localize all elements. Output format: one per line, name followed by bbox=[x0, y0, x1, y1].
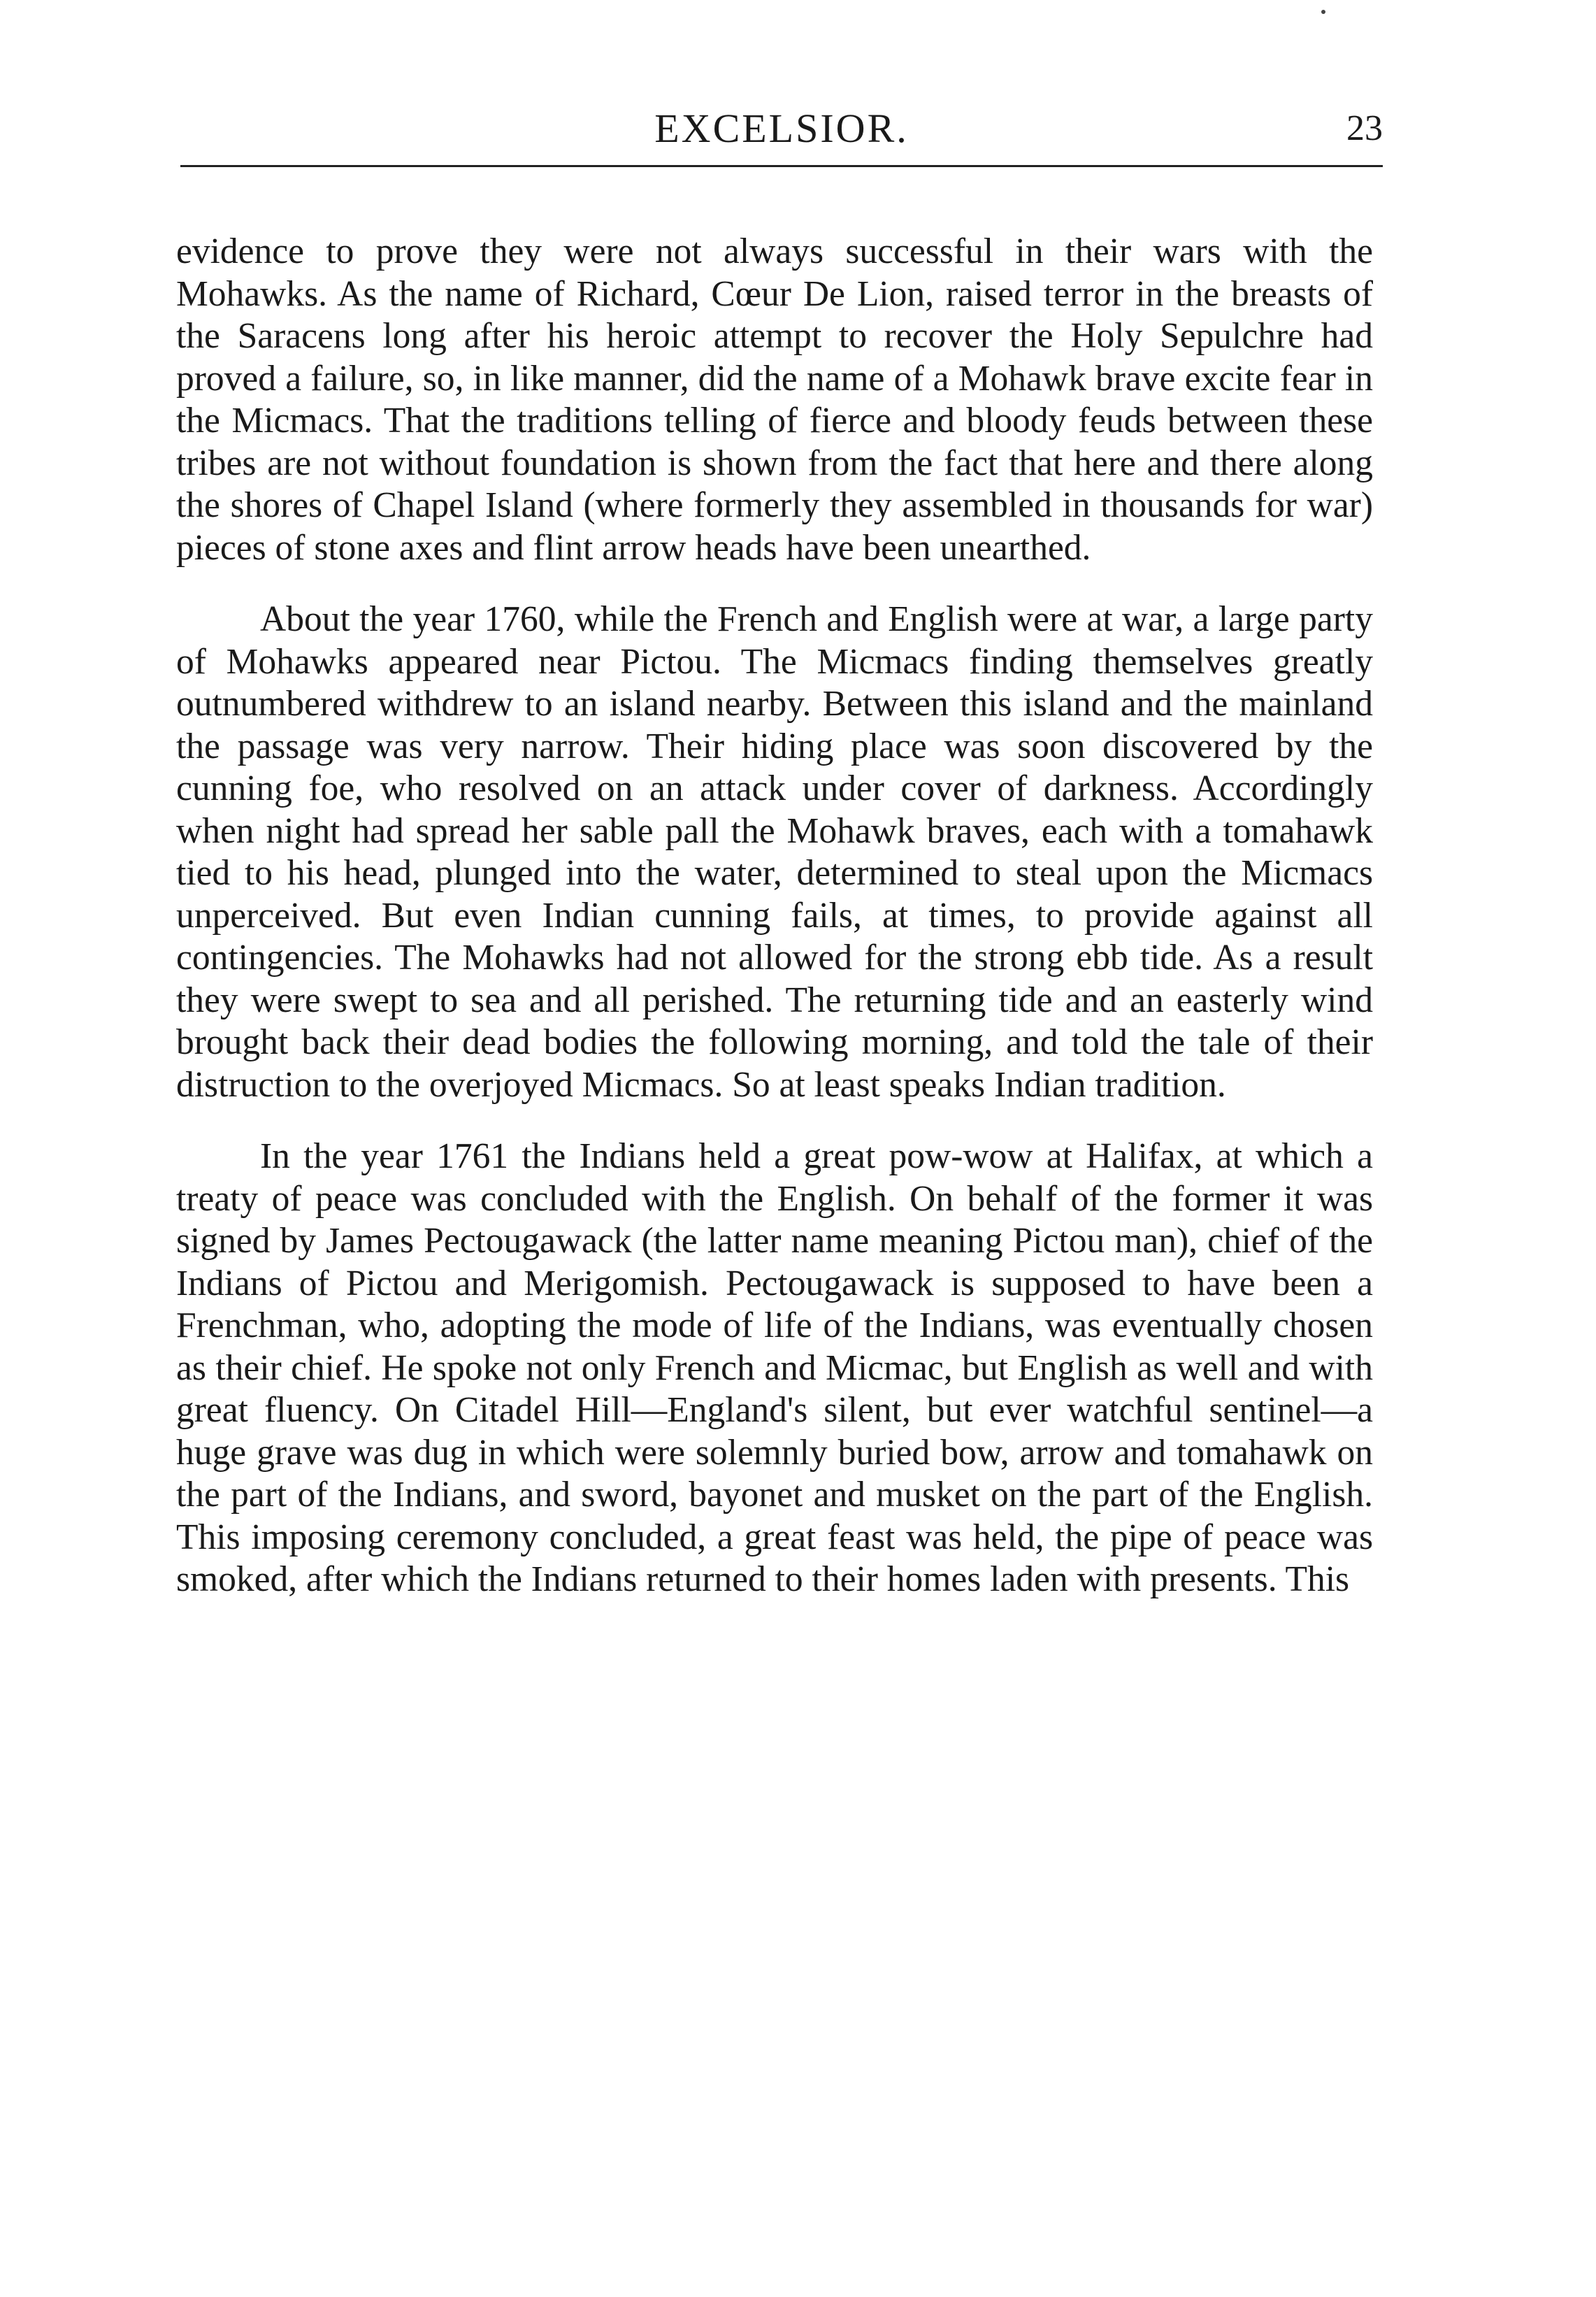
running-head: EXCELSIOR. bbox=[654, 106, 909, 151]
paragraph-2: About the year 1760, while the French and English were at war, a large party of Mohawks appeared near Pictou. The Micmacs finding themselves greatly outnumbered withdrew to an island nearby. Between this island and the mainland the passage was very narrow. Their hiding place was soon discovered by the cunning foe, who resolved on an attack under cover of darkness. Accordingly when night had spread her sable pall the Mohawk braves, each with a tomahawk tied to his head, plunged into the water, determined to steal upon the Micmacs unperceived. But even Indian cunning fails, at times, to provide against all contingencies. The Mohawks had not allowed for the strong ebb tide. As a result they were swept to sea and all perished. The returning tide and an easterly wind brought back their dead bodies the following morning, and told the tale of their distruction to the overjoyed Micmacs. So at least speaks Indian tradition. bbox=[176, 599, 1373, 1105]
header-rule bbox=[180, 165, 1383, 167]
page-number: 23 bbox=[1346, 108, 1383, 148]
paragraph-3: In the year 1761 the Indians held a great pow-wow at Halifax, at which a treaty of peace was concluded with the English. On behalf of the former it was signed by James Pectougawack (the latter name meaning Pictou man), chief of the Indians of Pictou and Merigomish. Pectougawack is supposed to have been a Frenchman, who, adopting the mode of life of the Indians, was eventually chosen as their chief. He spoke not only French and Micmac, but English as well and with great fluency. On Citadel Hill—England's silent, but ever watchful sentinel—a huge grave was dug in which were solemnly buried bow, arrow and tomahawk on the part of the Indians, and sword, bayonet and musket on the part of the English. This imposing ceremony concluded, a great feast was held, the pipe of peace was smoked, after which the Indians returned to their homes laden with presents. This bbox=[176, 1136, 1373, 1599]
print-speck bbox=[1321, 10, 1325, 14]
page-header bbox=[180, 105, 1383, 161]
body-text bbox=[176, 231, 1373, 1601]
paragraph-1: evidence to prove they were not always successful in their wars with the Mohawks. As the name of Richard, Cœur De Lion, raised terror in the breasts of the Saracens long after his heroic attempt to recover the Holy Sepulchre had proved a failure, so, in like manner, did the name of a Mohawk brave excite fear in the Micmacs. That the traditions telling of fierce and bloody feuds between these tribes are not without foundation is shown from the fact that here and there along the shores of Chapel Island (where formerly they assembled in thousands for war) pieces of stone axes and flint arrow heads have been unearthed. bbox=[176, 231, 1373, 568]
